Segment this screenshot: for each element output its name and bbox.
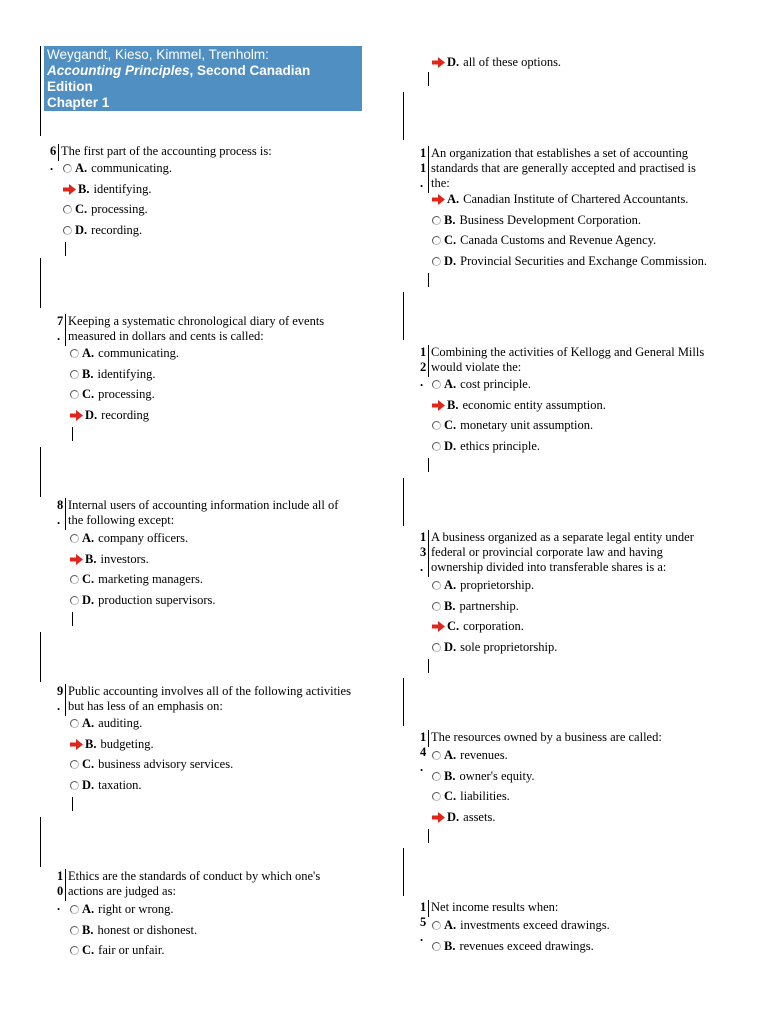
answer-option[interactable] <box>70 901 174 917</box>
answer-option[interactable] <box>432 598 519 614</box>
answer-option[interactable] <box>432 232 656 248</box>
question-text-line: but has less of an emphasis on: <box>68 699 223 713</box>
option-text: Canadian Institute of Chartered Accountants. <box>463 192 689 206</box>
option-text: Canada Customs and Revenue Agency. <box>460 233 657 248</box>
radio-button-icon[interactable] <box>70 534 79 543</box>
number-bar <box>428 900 429 917</box>
separator-tick <box>72 612 73 626</box>
option-letter: A. <box>82 531 95 545</box>
question-text <box>431 900 558 915</box>
radio-button-icon[interactable] <box>432 236 441 245</box>
question-number-dot: . <box>420 375 424 389</box>
question-text-line: measured in dollars and cents is called: <box>68 329 264 343</box>
option-text: revenues exceed drawings. <box>459 938 594 953</box>
option-text: recording <box>101 407 150 422</box>
question-text <box>68 498 338 528</box>
radio-button-icon[interactable] <box>432 921 441 930</box>
column-divider <box>403 848 404 896</box>
option-letter: C. <box>447 619 460 634</box>
question-number-dot: . <box>420 560 424 574</box>
option-letter: B. <box>444 598 456 613</box>
option-letter: A. <box>82 346 95 360</box>
option-text: processing. <box>98 387 155 402</box>
option-letter: D. <box>85 407 98 422</box>
question-number <box>57 314 63 344</box>
question-text-line: actions are judged as: <box>68 884 176 898</box>
question-number-part: 1 <box>420 345 427 359</box>
number-bar <box>65 684 66 716</box>
question-text-line: Net income results when: <box>431 900 559 914</box>
option-text: proprietorship. <box>460 578 535 592</box>
correct-arrow-icon <box>432 621 445 632</box>
option-letter: C. <box>444 789 457 804</box>
question-number-part: 6 <box>50 144 57 158</box>
question-number-part: 5 <box>420 915 427 929</box>
option-text: identifying. <box>97 366 156 381</box>
question-number-dot: . <box>420 176 424 190</box>
option-letter: B. <box>444 938 456 953</box>
option-letter: D. <box>444 639 457 654</box>
option-letter: B. <box>78 181 90 196</box>
question-number-part: 0 <box>57 884 64 898</box>
option-text: investments exceed drawings. <box>460 918 610 932</box>
answer-option[interactable] <box>70 530 188 546</box>
option-letter: A. <box>444 377 457 391</box>
option-letter: C. <box>444 233 457 248</box>
option-letter: A. <box>82 902 95 916</box>
radio-button-icon[interactable] <box>63 164 72 173</box>
answer-option[interactable] <box>70 551 149 567</box>
header-title: Accounting Principles, Second Canadian <box>47 63 311 78</box>
separator-tick <box>72 797 73 811</box>
column-divider <box>40 632 41 682</box>
question-text <box>431 345 704 375</box>
answer-option[interactable] <box>432 397 606 413</box>
question-text <box>431 530 694 575</box>
option-letter: D. <box>444 253 457 268</box>
answer-option[interactable] <box>70 386 155 402</box>
option-letter: B. <box>444 212 456 227</box>
option-text: investors. <box>100 551 149 566</box>
radio-button-icon[interactable] <box>432 421 441 430</box>
question-text <box>431 146 696 191</box>
radio-button-icon[interactable] <box>70 926 79 935</box>
option-letter: A. <box>75 161 88 175</box>
option-text: processing. <box>91 202 148 217</box>
header-chapter: Chapter 1 <box>47 95 110 110</box>
question-number <box>57 869 63 914</box>
question-number <box>57 684 63 714</box>
option-text: identifying. <box>93 181 152 196</box>
question-text-line: Combining the activities of Kellogg and General Mills <box>431 345 705 359</box>
question-text-line: federal or provincial corporate law and having <box>431 545 663 559</box>
option-text: partnership. <box>459 598 519 613</box>
option-letter: A. <box>444 578 457 592</box>
option-letter: C. <box>82 943 95 958</box>
option-text: sole proprietorship. <box>460 639 558 654</box>
option-text: ethics principle. <box>460 438 540 453</box>
column-divider <box>40 817 41 867</box>
question-number-part: 7 <box>57 314 64 328</box>
separator-tick <box>428 273 429 287</box>
correct-arrow-icon <box>432 194 445 205</box>
answer-option[interactable] <box>70 592 216 608</box>
correct-arrow-icon <box>63 184 76 195</box>
answer-option[interactable] <box>70 571 203 587</box>
correct-arrow-icon <box>70 739 83 750</box>
radio-button-icon[interactable] <box>432 380 441 389</box>
option-text: Business Development Corporation. <box>459 212 642 227</box>
radio-button-icon[interactable] <box>70 760 79 769</box>
option-text: cost principle. <box>460 377 531 391</box>
answer-option[interactable] <box>432 788 510 804</box>
answer-option[interactable] <box>432 376 531 392</box>
number-bar <box>428 146 429 193</box>
radio-button-icon[interactable] <box>70 781 79 790</box>
option-letter: C. <box>444 418 457 433</box>
option-letter: C. <box>82 757 95 772</box>
question-text-line: the following except: <box>68 513 175 527</box>
answer-option[interactable] <box>432 253 707 269</box>
radio-button-icon[interactable] <box>432 751 441 760</box>
option-letter: D. <box>82 592 95 607</box>
option-letter: D. <box>444 438 457 453</box>
question-number <box>420 730 426 775</box>
question-number <box>420 530 426 575</box>
question-number-dot: . <box>57 329 61 343</box>
option-letter: B. <box>85 736 97 751</box>
option-text: company officers. <box>98 531 189 545</box>
answer-option[interactable] <box>70 777 142 793</box>
option-text: Provincial Securities and Exchange Commission. <box>460 253 707 268</box>
option-letter: C. <box>82 572 95 587</box>
answer-option[interactable] <box>70 407 149 423</box>
question-text-line: The first part of the accounting process is: <box>61 144 272 158</box>
separator-tick <box>65 242 66 256</box>
option-text: budgeting. <box>100 736 154 751</box>
question-number-part: 3 <box>420 545 427 559</box>
radio-button-icon[interactable] <box>70 946 79 955</box>
option-text: economic entity assumption. <box>462 397 606 412</box>
option-letter: A. <box>444 748 457 762</box>
option-letter: C. <box>82 387 95 402</box>
column-divider <box>40 46 41 136</box>
question-number <box>420 900 426 945</box>
number-bar <box>428 730 429 747</box>
option-text: fair or unfair. <box>98 943 165 958</box>
column-divider <box>403 478 404 526</box>
answer-option[interactable] <box>70 715 142 731</box>
option-text: revenues. <box>460 748 508 762</box>
option-letter: D. <box>82 777 95 792</box>
answer-option[interactable] <box>63 201 148 217</box>
answer-option[interactable] <box>432 747 508 763</box>
column-divider <box>40 258 41 308</box>
option-letter: C. <box>75 202 88 217</box>
answer-option[interactable] <box>432 212 641 228</box>
radio-button-icon[interactable] <box>432 792 441 801</box>
question-number <box>57 498 63 528</box>
answer-option[interactable] <box>432 917 610 933</box>
question-number-part: 4 <box>420 745 427 759</box>
correct-arrow-icon <box>70 410 83 421</box>
option-letter: A. <box>447 192 460 206</box>
radio-button-icon[interactable] <box>63 205 72 214</box>
question-number-part: 1 <box>420 530 427 544</box>
option-text: owner's equity. <box>459 768 535 783</box>
column-divider <box>40 447 41 497</box>
question-text-line: An organization that establishes a set of accounting <box>431 146 688 160</box>
question-text-line: would violate the: <box>431 360 522 374</box>
question-number-part: 8 <box>57 498 64 512</box>
answer-option[interactable] <box>432 809 495 825</box>
option-letter: B. <box>447 397 459 412</box>
option-text: communicating. <box>91 161 173 175</box>
question-text-line: the: <box>431 176 450 190</box>
number-bar <box>65 498 66 530</box>
radio-button-icon[interactable] <box>432 581 441 590</box>
radio-button-icon[interactable] <box>432 643 441 652</box>
separator-tick <box>428 829 429 843</box>
column-divider <box>403 92 404 140</box>
answer-option[interactable] <box>70 345 179 361</box>
option-text: business advisory services. <box>98 757 234 772</box>
answer-option[interactable] <box>432 438 540 454</box>
header-authors: Weygandt, Kieso, Kimmel, Trenholm: <box>47 47 269 62</box>
option-text: liabilities. <box>460 789 510 804</box>
question-number-dot: . <box>50 159 54 173</box>
question-text-line: standards that are generally accepted and practised is <box>431 161 696 175</box>
question-number-part: 1 <box>420 900 427 914</box>
question-text <box>68 314 324 344</box>
chapter-header <box>44 46 362 111</box>
option-text: honest or dishonest. <box>97 922 198 937</box>
question-number-dot: . <box>57 513 61 527</box>
option-text: marketing managers. <box>98 572 203 587</box>
answer-option[interactable] <box>70 942 164 958</box>
separator-tick <box>72 427 73 441</box>
answer-option[interactable] <box>70 736 154 752</box>
column-divider <box>403 292 404 340</box>
option-letter: A. <box>444 918 457 932</box>
radio-button-icon[interactable] <box>70 719 79 728</box>
number-bar <box>65 869 66 901</box>
number-bar <box>428 345 429 377</box>
question-number-dot: . <box>57 899 61 913</box>
answer-option[interactable] <box>432 639 557 655</box>
correct-arrow-icon <box>432 400 445 411</box>
option-letter: A. <box>82 716 95 730</box>
radio-button-icon[interactable] <box>70 596 79 605</box>
radio-button-icon[interactable] <box>70 905 79 914</box>
question-text-line: Public accounting involves all of the following activities <box>68 684 351 698</box>
answer-option[interactable] <box>432 618 524 634</box>
option-text: monetary unit assumption. <box>460 418 594 433</box>
radio-button-icon[interactable] <box>432 257 441 266</box>
radio-button-icon[interactable] <box>70 349 79 358</box>
option-text: right or wrong. <box>98 902 174 916</box>
question-text <box>61 144 272 159</box>
option-text: assets. <box>463 809 496 824</box>
radio-button-icon[interactable] <box>432 772 441 781</box>
answer-option-top-right[interactable]: D. all of these options. <box>432 54 561 70</box>
answer-option[interactable] <box>432 191 688 207</box>
separator-tick <box>428 458 429 472</box>
question-text <box>431 730 662 745</box>
radio-button-icon[interactable] <box>70 370 79 379</box>
option-text: communicating. <box>98 346 180 360</box>
option-letter: D. <box>75 222 88 237</box>
radio-button-icon[interactable] <box>70 390 79 399</box>
question-text <box>68 684 351 714</box>
question-number <box>50 144 56 174</box>
option-text: auditing. <box>98 716 143 730</box>
number-bar <box>58 144 59 161</box>
answer-option[interactable] <box>63 181 151 197</box>
answer-option[interactable] <box>63 222 142 238</box>
question-text-line: A business organized as a separate legal entity under <box>431 530 694 544</box>
question-number-part: 1 <box>420 161 427 175</box>
answer-option[interactable] <box>70 922 197 938</box>
radio-button-icon[interactable] <box>432 942 441 951</box>
correct-arrow-icon <box>432 57 445 68</box>
answer-option[interactable] <box>70 756 233 772</box>
answer-option[interactable] <box>432 577 534 593</box>
option-letter: B. <box>82 922 94 937</box>
answer-option[interactable] <box>432 417 593 433</box>
answer-option[interactable] <box>432 768 535 784</box>
separator-tick <box>428 659 429 673</box>
question-number-dot: . <box>420 930 424 944</box>
header-edition: Edition <box>47 79 93 94</box>
answer-option[interactable] <box>70 366 155 382</box>
question-text <box>68 869 320 899</box>
question-number-dot: . <box>57 699 61 713</box>
question-number-part: 9 <box>57 684 64 698</box>
correct-arrow-icon <box>70 554 83 565</box>
number-bar <box>428 530 429 577</box>
separator-tick <box>428 72 429 86</box>
answer-option[interactable] <box>432 938 594 954</box>
radio-button-icon[interactable] <box>63 226 72 235</box>
option-text: production supervisors. <box>98 592 216 607</box>
number-bar <box>65 314 66 346</box>
question-number-part: 1 <box>420 146 427 160</box>
option-letter: B. <box>85 551 97 566</box>
question-number-part: 1 <box>57 869 64 883</box>
radio-button-icon[interactable] <box>70 575 79 584</box>
answer-option[interactable] <box>63 160 172 176</box>
option-text: corporation. <box>463 619 524 634</box>
column-divider <box>403 678 404 726</box>
option-letter: D. <box>447 809 460 824</box>
radio-button-icon[interactable] <box>432 442 441 451</box>
question-text-line: Keeping a systematic chronological diary of events <box>68 314 325 328</box>
question-text-line: ownership divided into transferable shares is a: <box>431 560 667 574</box>
question-number-part: 1 <box>420 730 427 744</box>
option-letter: B. <box>444 768 456 783</box>
question-text-line: Ethics are the standards of conduct by which one's <box>68 869 321 883</box>
radio-button-icon[interactable] <box>432 602 441 611</box>
question-number-dot: . <box>420 760 424 774</box>
question-number-part: 2 <box>420 360 427 374</box>
radio-button-icon[interactable] <box>432 216 441 225</box>
option-text: taxation. <box>98 777 142 792</box>
question-text-line: The resources owned by a business are called: <box>431 730 662 744</box>
option-text: recording. <box>91 222 143 237</box>
option-letter: B. <box>82 366 94 381</box>
question-number <box>420 146 426 191</box>
correct-arrow-icon <box>432 812 445 823</box>
question-number <box>420 345 426 390</box>
question-text-line: Internal users of accounting information include all of <box>68 498 339 512</box>
